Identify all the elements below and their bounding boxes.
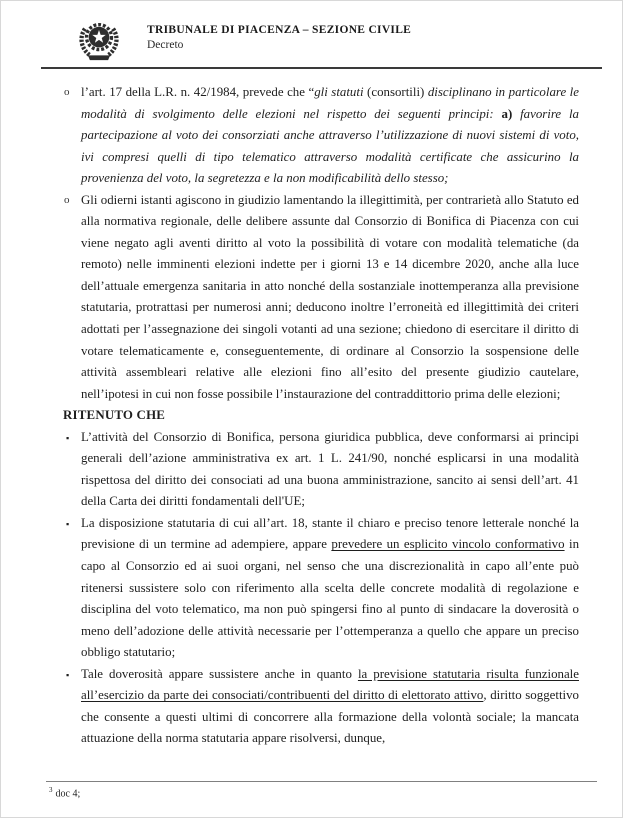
bullet-circle-icon: o xyxy=(64,193,70,206)
paragraph-text: l’art. 17 della L.R. n. 42/1984, prevede che “gli statuti (consortili) disciplinano in particolare le modalità di svolgimento delle elezioni nel rispetto dei seguenti principi: a) favorire la partecipazione al voto dei consorziati anche attraverso l’utilizzazione di nuovi sistemi di voto, ivi compresi quelli di tipo telematico attraverso modalità certificate che assicurino la provenienza del voto, la segretezza e la non modificabilità dello stesso; xyxy=(81,85,579,186)
bullet-paragraph xyxy=(63,513,579,664)
paragraph-text: L’attività del Consorzio di Bonifica, persona giuridica pubblica, deve conformarsi ai principi generali dell’azione amministrativa ex art. 1 L. 241/90, nonché esplicarsi in una modalità rispettosa del diritto dei consociati ad una buona amministrazione, sancito ai sensi dell’art. 41 della Carta dei diritti fondamentali dell'UE; xyxy=(81,429,579,509)
bullet-square-icon: ▪ xyxy=(66,518,70,529)
bullet-square-icon: ▪ xyxy=(66,432,70,443)
footnote xyxy=(46,786,597,799)
court-title: TRIBUNALE DI PIACENZA – SEZIONE CIVILE xyxy=(147,24,412,36)
bullet-paragraph xyxy=(63,190,579,405)
bullet-paragraph xyxy=(63,82,579,190)
bullet-paragraph xyxy=(63,427,579,513)
document-header xyxy=(75,17,411,62)
footnote-marker: 3 xyxy=(49,785,53,794)
document-type-label: Decreto xyxy=(147,39,184,51)
paragraph-text: Tale doverosità appare sussistere anche in quanto la previsione statutaria risulta funzionale all’esercizio da parte dei consociati/contribuenti del diritto di elettorato attivo, diritto soggettivo che consente a questi ultimi di concorrere alla formazione della volontà sociale; la mancata attuazione della norma statutaria appare risolversi, dunque, xyxy=(81,666,580,746)
header-divider xyxy=(41,67,602,69)
footnote-area xyxy=(46,781,597,799)
bullet-square-icon: ▪ xyxy=(66,669,70,680)
bullet-paragraph xyxy=(63,664,579,750)
document-body xyxy=(63,82,579,750)
section-heading: RITENUTO CHE xyxy=(63,408,166,423)
bullet-circle-icon: o xyxy=(64,86,70,98)
italy-emblem-icon xyxy=(75,17,123,62)
header-text xyxy=(147,17,411,51)
footnote-divider xyxy=(46,781,597,782)
paragraph-text: La disposizione statutaria di cui all’art. 18, stante il chiaro e preciso tenore letterale nonché la previsione di un termine ad adempiere, appare prevedere un esplicito vincolo conformativo in capo al Consorzio ed ai suoi organi, nel senso che una discrezionalità in capo all’ente può ritenersi sussistere solo con riferimento alla scelta delle concrete modalità di regolazione e disciplina del voto telematico, ma non può spingersi fino al punto di sindacare la doverosità o meno dell’adozione delle attività necessarie per l’ottemperanza a quello che appare un preciso obbligo statutario; xyxy=(81,515,580,660)
paragraph-text: Gli odierni istanti agiscono in giudizio lamentando la illegittimità, per contrarietà allo Statuto ed alla normativa regionale, delle delibere assunte dal Consorzio di Bonifica di Piacenza con cui viene negato agli aventi diritto al voto la possibilità di votare con modalità telematiche (da remoto) nelle imminenti elezioni indette per i giorni 13 e 14 dicembre 2020, anche alla luce dell’attuale emergenza sanitaria in atto nonché della sostanziale inottemperanza alla previsione statutaria, protrattasi per numerosi anni; deducono inoltre l’erroneità ed illegittimità dei criteri adottati per l’assegnazione dei singoli votanti ad una sezione; chiedono di esercitare il diritto di votare telematicamente e, conseguentemente, di ordinare al Consorzio la sospensione delle attività assembleari relative alle elezioni fino all’esito del presente giudizio cautelare, nell’ipotesi in cui non fosse possibile l’instaurazione del contraddittorio prima delle elezioni; xyxy=(81,192,579,401)
footnote-text: doc 4; xyxy=(55,788,81,799)
